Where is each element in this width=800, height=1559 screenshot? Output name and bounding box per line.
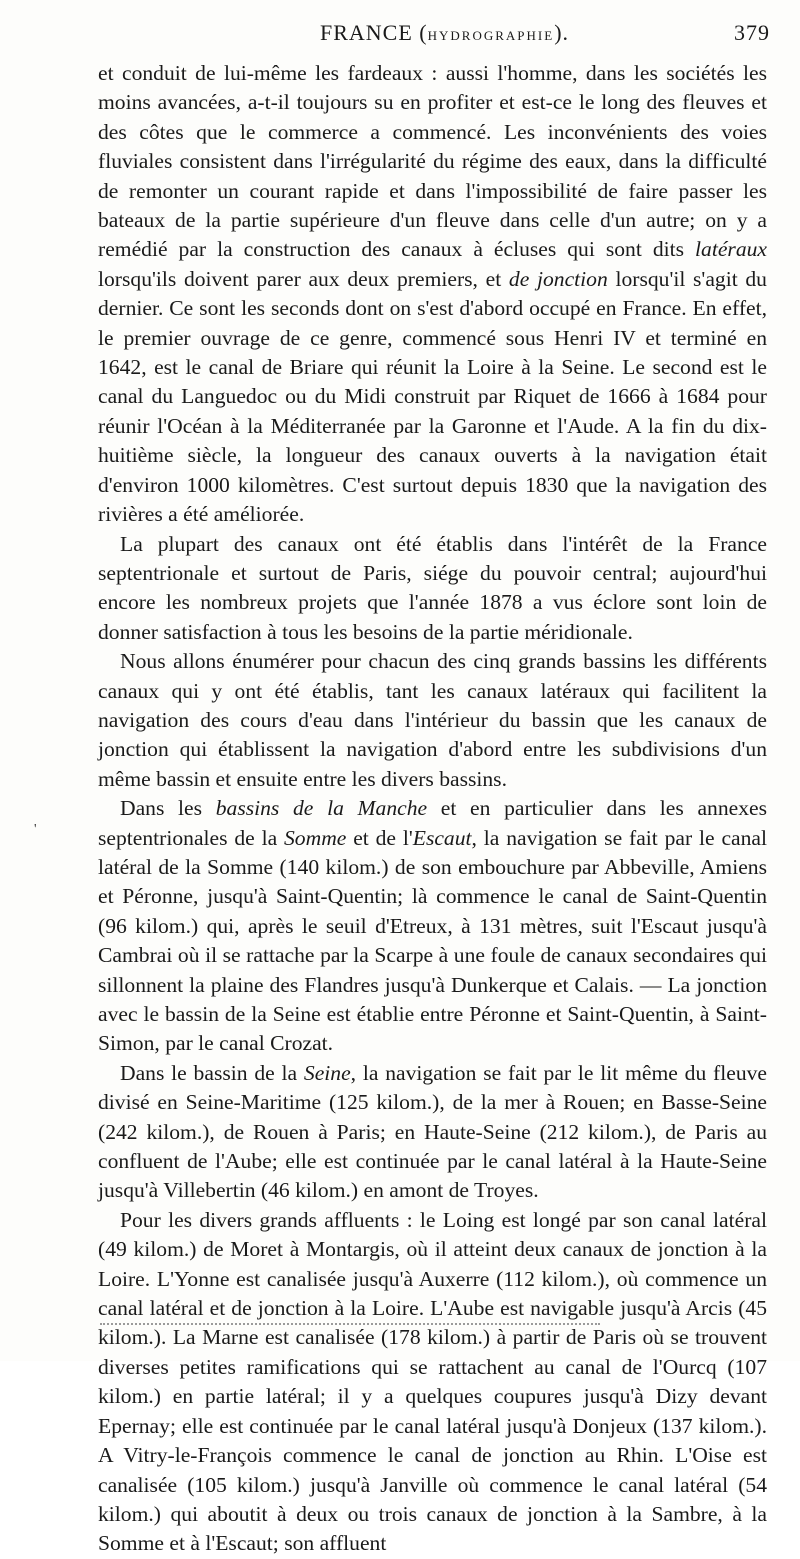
text-run: et de l': [346, 825, 413, 850]
running-title-close: ).: [554, 20, 570, 45]
paragraph: [98, 1059, 767, 1206]
page-number: 379: [734, 20, 770, 45]
running-title: [320, 20, 569, 46]
footer-dotted-rule: [100, 1323, 600, 1325]
text-run: et en particulier dans les annexes septentrionales de la: [98, 796, 767, 850]
paragraph: [98, 647, 767, 794]
text-run: lorsqu'il s'agit du dernier. Ce sont les seconds dont on s'est d'abord occupé en France. En effet, le premier ouvrage de ce genre, commencé sous Henri IV et terminé en 1642, est le canal de Briare qui réunit la Loire à la Seine. Le second est le canal du Languedoc ou du Midi construit par Riquet de 1666 à 1684 pour réunir l'Océan à la Méditerranée par la Garonne et l'Aude. A la fin du dix-huitième siècle, la longueur des canaux ouverts à la navigation était d'environ 1000 kilomètres. C'est surtout depuis 1830 que la navigation des rivières a été améliorée.: [98, 266, 767, 527]
italic-text: de jonction: [508, 266, 608, 291]
text-run: , la navigation se fait par le lit même du fleuve divisé en Seine-Maritime (125 kilom.), de la mer à Rouen; en Basse-Seine (242 kilom.), de Rouen à Paris; en Haute-Seine (212 kilom.), de Paris au confluent de l'Aube; elle est continuée par le canal latéral à la Haute-Seine jusqu'à Villebertin (46 kilom.) en amont de Troyes.: [98, 1060, 768, 1203]
running-title-subtitle: hydrographie: [427, 24, 555, 45]
paragraph: [98, 1206, 767, 1559]
italic-text: latéraux: [695, 237, 767, 262]
text-run: , la navigation se fait par le canal latéral de la Somme (140 kilom.) de son embouchure par Abbeville, Amiens et Péronne, jusqu'à Saint-Quentin; là commence le canal de Saint-Quentin (96 kilom.) qui, après le seuil d'Etreux, à 131 mètres, suit l'Escaut jusqu'à Cambrai où il se rattache par la Scarpe à une foule de canaux secondaires qui sillonnent la plaine des Flandres jusqu'à Dunkerque et Calais. — La jonction avec le bassin de la Seine est établie entre Péronne et Saint-Quentin, à Saint-Simon, par le canal Crozat.: [98, 825, 767, 1056]
text-run: Dans les: [120, 796, 216, 821]
text-run: Pour les divers grands affluents : le Loing est longé par son canal latéral (49 kilom.) de Moret à Montargis, où il atteint deux canaux de jonction à la Loire. L'Yonne est canalisée jusqu'à Auxerre (112 kilom.), où commence un canal latéral et de jonction à la Loire. L'Aube est navigable jusqu'à Arcis (45 kilom.). La Marne est canalisée (178 kilom.) à partir de Paris où se trouvent diverses petites ramifications qui se rattachent au canal de l'Ourcq (107 kilom.) en partie latéral; il y a quelques coupures jusqu'à Dizy devant Epernay; elle est continuée par le canal latéral jusqu'à Donjeux (137 kilom.). A Vitry-le-François commence le canal de jonction au Rhin. L'Oise est canalisée (105 kilom.) jusqu'à Janville où commence le canal latéral (54 kilom.) qui aboutit à deux ou trois canaux de jonction à la Sambre, à la Somme et à l'Escaut; son affluent: [98, 1207, 767, 1556]
text-run: La plupart des canaux ont été établis dans l'intérêt de la France septentrionale et surtout de Paris, siége du pouvoir central; aujourd'hui encore les nombreux projets que l'année 1878 a vus éclore sont loin de donner satisfaction à tous les besoins de la partie méridionale.: [98, 531, 767, 644]
text-run: Nous allons énumérer pour chacun des cinq grands bassins les différents canaux qui y ont été établis, tant les canaux latéraux qui facilitent la navigation des cours d'eau dans l'intérieur du bassin que les canaux de jonction qui établissent la navigation d'abord entre les subdivisions d'un même bassin et ensuite entre les divers bassins.: [98, 649, 767, 791]
paragraph: [98, 794, 767, 1059]
italic-text: Seine: [303, 1060, 351, 1085]
paragraph: [98, 59, 767, 530]
italic-text: Escaut: [412, 825, 472, 850]
text-run: et conduit de lui-même les fardeaux : aussi l'homme, dans les sociétés les moins avancées, a-t-il toujours su en profiter et est-ce le long des fleuves et des côtes que le commerce a commencé. Les inconvénients des voies fluviales consistent dans l'irrégularité du régime des eaux, dans la difficulté de remonter un courant rapide et dans l'impossibilité de faire passer les bateaux de la partie supérieure d'un fleuve dans celle d'un autre; on y a remédié par la construction des canaux à écluses qui sont dits: [98, 61, 767, 262]
italic-text: bassins de la Manche: [215, 796, 428, 821]
text-run: Dans le bassin de la: [120, 1060, 304, 1085]
running-title-main: FRANCE (: [320, 20, 428, 45]
italic-text: Somme: [284, 825, 347, 850]
running-header: [320, 20, 770, 52]
body-text: [98, 59, 767, 1559]
text-run: lorsqu'ils doivent parer aux deux premiers, et: [98, 266, 509, 291]
paragraph: [98, 530, 767, 648]
margin-mark: ': [34, 822, 37, 837]
